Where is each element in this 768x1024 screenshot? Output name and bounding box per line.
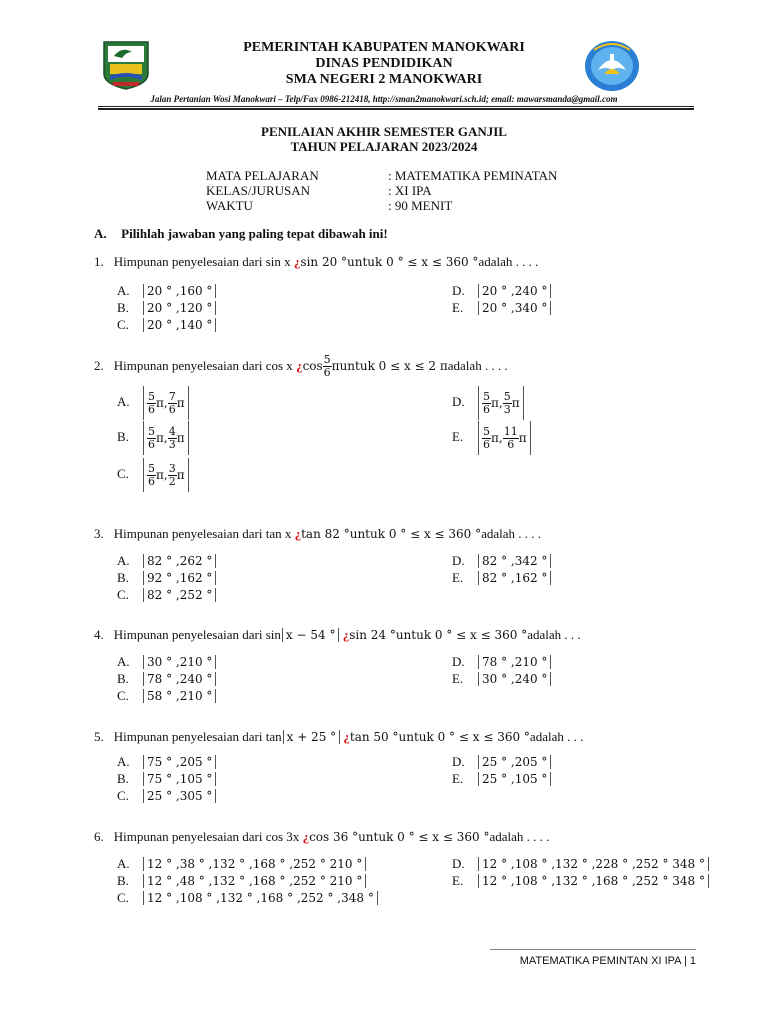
answer-option — [117, 384, 189, 420]
question-number: 5. — [94, 729, 104, 744]
header-divider-thick — [98, 108, 694, 110]
option-label: D. — [452, 394, 465, 409]
equation-rhs: sin 24 ° — [349, 628, 396, 642]
fraction-numerator: 5 — [148, 389, 155, 403]
section-letter: A. — [94, 226, 107, 241]
exam-meta-key: MATA PELAJARAN — [206, 168, 319, 183]
fraction-denominator: 3 — [168, 437, 176, 451]
question-suffix: adalah . . . . — [481, 526, 542, 541]
option-label: E. — [452, 873, 464, 888]
domain-condition: untuk 0 ° ≤ x ≤ 360 ° — [395, 628, 528, 642]
option-value: $\frac{5}{6}$ π , $\frac{3}{2}$ π — [143, 458, 189, 492]
function-argument: x + 25 ° — [283, 730, 341, 744]
option-label: B. — [117, 570, 129, 585]
fraction — [168, 463, 177, 488]
inverted-question-glyph: ¿ — [342, 627, 350, 642]
answer-option — [117, 687, 216, 705]
fraction — [323, 354, 332, 379]
fraction-numerator: 5 — [323, 353, 331, 366]
option-value: 92 ° ,162 ° — [143, 571, 216, 585]
fraction-denominator: 2 — [168, 474, 176, 488]
answer-option — [117, 569, 216, 587]
inverted-question-glyph: ¿ — [302, 829, 310, 844]
answer-option — [117, 653, 216, 671]
option-value: 78 ° ,240 ° — [143, 672, 216, 686]
question-number: 3. — [94, 526, 104, 541]
option-label: E. — [452, 671, 464, 686]
fraction — [147, 391, 156, 416]
domain-condition: untuk 0 ° ≤ x ≤ 360 ° — [358, 830, 490, 844]
option-label: B. — [117, 429, 129, 444]
option-label: E. — [452, 300, 464, 315]
option-value: 78 ° ,210 ° — [478, 655, 551, 669]
option-label: C. — [117, 466, 129, 481]
question-stem — [94, 526, 541, 542]
answer-option — [452, 419, 531, 455]
option-value: 30 ° ,210 ° — [143, 655, 216, 669]
option-value: $\frac{5}{6}$ π , $\frac{11}{6}$ π — [478, 421, 531, 455]
question-text: Himpunan penyelesaian dari cos x — [113, 358, 293, 373]
answer-option — [117, 456, 189, 492]
option-label: E. — [452, 771, 464, 786]
option-label: C. — [117, 890, 129, 905]
domain-condition: untuk 0 ° ≤ x ≤ 360 ° — [398, 730, 530, 744]
option-value: 30 ° ,240 ° — [478, 672, 551, 686]
footer-separator: | — [683, 955, 687, 967]
question-text: Himpunan penyelesaian dari tan x — [113, 526, 292, 541]
fraction-numerator: 5 — [503, 389, 511, 403]
inverted-question-glyph: ¿ — [296, 358, 303, 373]
question-number: 6. — [94, 829, 104, 844]
inverted-question-glyph: ¿ — [343, 729, 350, 744]
option-value: 20 ° ,340 ° — [478, 301, 551, 315]
option-value: 75 ° ,105 ° — [143, 772, 216, 786]
option-value: 20 ° ,160 ° — [143, 284, 216, 298]
exam-meta-value: : XI IPA — [388, 183, 432, 198]
question-number: 1. — [94, 254, 104, 269]
pi-symbol: π — [156, 396, 164, 411]
question-suffix: adalah . . . . — [447, 358, 508, 373]
letterhead-address: Jalan Pertanian Wosi Manokwari – Telp/Fax 0986-212418, http://sman2manokwari.sch.id; email: mawarsmanda@gmail.com — [150, 94, 618, 104]
fraction-denominator: 6 — [168, 402, 176, 416]
domain-condition: untuk 0 ° ≤ x ≤ 360 ° — [347, 255, 479, 269]
rhs-function: cos — [302, 359, 323, 373]
domain-condition: untuk 0 ≤ x ≤ 2 π — [339, 359, 448, 373]
letterhead-government: PEMERINTAH KABUPATEN MANOKWARI — [243, 40, 525, 55]
pi-symbol: π — [491, 396, 499, 411]
exam-meta-row — [206, 198, 557, 213]
answer-option — [117, 787, 216, 805]
question-suffix: adalah . . . . — [478, 254, 539, 269]
answer-option — [452, 552, 551, 570]
option-label: E. — [452, 429, 464, 444]
answer-option — [117, 753, 216, 771]
letterhead-department: DINAS PENDIDIKAN — [315, 56, 453, 71]
exam-year: TAHUN PELAJARAN 2023/2024 — [290, 139, 478, 154]
question-stem — [94, 729, 583, 745]
page-footer — [520, 955, 696, 967]
option-value: 12 ° ,48 ° ,132 ° ,168 ° ,252 ° 210 ° — [143, 874, 366, 888]
option-value: 58 ° ,210 ° — [143, 689, 216, 703]
option-label: D. — [452, 654, 465, 669]
question-text: Himpunan penyelesaian dari sin — [113, 627, 281, 642]
fraction — [147, 463, 156, 488]
pi-symbol: π — [176, 396, 185, 411]
question-text: Himpunan penyelesaian dari sin x — [113, 254, 291, 269]
option-label: B. — [117, 300, 129, 315]
fraction-numerator: 4 — [168, 424, 176, 438]
option-value: 12 ° ,108 ° ,132 ° ,228 ° ,252 ° 348 ° — [478, 857, 709, 871]
domain-condition: untuk 0 ° ≤ x ≤ 360 ° — [349, 527, 482, 541]
option-value: 20 ° ,240 ° — [478, 284, 551, 298]
fraction-denominator: 6 — [483, 402, 490, 416]
option-value: 25 ° ,305 ° — [143, 789, 216, 803]
fraction-denominator: 6 — [148, 474, 155, 488]
option-label: B. — [117, 671, 129, 686]
answer-option — [452, 770, 551, 788]
equation-rhs: tan 82 ° — [301, 527, 350, 541]
option-value: 20 ° ,140 ° — [143, 318, 216, 332]
fraction-numerator: 5 — [483, 424, 490, 438]
option-value: $\frac{5}{6}$ π , $\frac{4}{3}$ π — [143, 421, 189, 455]
answer-option — [117, 670, 216, 688]
fraction-denominator: 6 — [507, 437, 515, 451]
fraction-numerator: 5 — [483, 389, 490, 403]
exam-meta-key: KELAS/JURUSAN — [206, 183, 311, 198]
letterhead-school: SMA NEGERI 2 MANOKWARI — [285, 72, 483, 87]
pi-symbol: π — [156, 468, 164, 483]
answer-option — [117, 419, 189, 455]
answer-option — [452, 299, 551, 317]
answer-option — [452, 753, 551, 771]
fraction — [168, 391, 177, 416]
option-value: 82 ° ,342 ° — [478, 554, 551, 568]
fraction — [503, 426, 519, 451]
option-label: C. — [117, 788, 129, 803]
answer-option — [117, 552, 216, 570]
question-stem — [94, 354, 508, 379]
question-number: 4. — [94, 627, 104, 642]
footer-divider — [490, 949, 696, 950]
exam-title: PENILAIAN AKHIR SEMESTER GANJIL — [261, 124, 507, 139]
option-label: D. — [452, 283, 465, 298]
option-label: D. — [452, 856, 465, 871]
pi-symbol: π — [156, 431, 164, 446]
fraction-numerator: 5 — [148, 424, 155, 438]
answer-option — [117, 770, 216, 788]
fraction — [147, 426, 156, 451]
pi-symbol: π — [518, 431, 527, 446]
fraction-numerator: 3 — [168, 461, 176, 475]
option-value: $\frac{5}{6}$ π , $\frac{7}{6}$ π — [143, 386, 189, 420]
section-instruction: Pilihlah jawaban yang paling tepat dibawah ini! — [121, 226, 388, 241]
question-suffix: adalah . . . — [529, 729, 584, 744]
page-number: 1 — [689, 955, 696, 967]
option-value: 20 ° ,120 ° — [143, 301, 216, 315]
option-value: 25 ° ,205 ° — [478, 755, 551, 769]
equation-rhs: tan 50 ° — [349, 730, 399, 744]
equation-rhs: cos 36 ° — [309, 830, 359, 844]
option-value: 25 ° ,105 ° — [478, 772, 551, 786]
fraction-numerator: 7 — [168, 389, 176, 403]
exam-meta-key: WAKTU — [206, 198, 253, 213]
answer-option — [452, 872, 709, 890]
equation-rhs — [302, 353, 340, 379]
fraction — [482, 391, 491, 416]
option-label: C. — [117, 688, 129, 703]
question-text: Himpunan penyelesaian dari tan — [113, 729, 282, 744]
pi-symbol: π — [331, 359, 340, 373]
section-heading — [94, 226, 388, 242]
inverted-question-glyph: ¿ — [293, 254, 301, 269]
option-label: A. — [117, 553, 130, 568]
answer-option — [117, 316, 216, 334]
answer-option — [117, 855, 366, 873]
fraction — [482, 426, 491, 451]
option-value: 75 ° ,205 ° — [143, 755, 216, 769]
option-value: $\frac{5}{6}$ π , $\frac{5}{3}$ π — [478, 386, 524, 420]
answer-option — [452, 569, 551, 587]
exam-meta — [206, 168, 557, 213]
answer-option — [117, 282, 216, 300]
option-label: A. — [117, 283, 130, 298]
regency-logo — [102, 40, 150, 90]
option-label: B. — [117, 873, 129, 888]
option-label: E. — [452, 570, 464, 585]
answer-option — [452, 384, 524, 420]
footer-text: MATEMATIKA PEMINTAN XI IPA — [519, 955, 681, 967]
option-label: A. — [117, 654, 130, 669]
fraction-denominator: 3 — [503, 402, 511, 416]
equation-rhs: sin 20 ° — [300, 255, 348, 269]
fraction-numerator: 5 — [148, 461, 155, 475]
question-stem — [94, 254, 538, 270]
option-label: B. — [117, 771, 129, 786]
answer-option — [117, 299, 216, 317]
option-label: D. — [452, 553, 465, 568]
answer-option — [117, 889, 378, 907]
option-label: A. — [117, 856, 130, 871]
fraction-numerator: 11 — [503, 424, 518, 438]
option-label: A. — [117, 754, 130, 769]
option-value: 82 ° ,262 ° — [143, 554, 216, 568]
option-value: 12 ° ,108 ° ,132 ° ,168 ° ,252 ° 348 ° — [478, 874, 709, 888]
exam-meta-row — [206, 183, 557, 198]
question-stem — [94, 829, 549, 845]
question-stem — [94, 627, 581, 643]
question-suffix: adalah . . . — [527, 627, 581, 642]
answer-option — [452, 670, 551, 688]
inverted-question-glyph: ¿ — [294, 526, 302, 541]
option-value: 12 ° ,38 ° ,132 ° ,168 ° ,252 ° 210 ° — [143, 857, 366, 871]
question-number: 2. — [94, 358, 104, 373]
pi-symbol: π — [176, 431, 185, 446]
option-label: C. — [117, 317, 129, 332]
answer-option — [452, 282, 551, 300]
option-value: 12 ° ,108 ° ,132 ° ,168 ° ,252 ° ,348 ° — [143, 891, 378, 905]
fraction-denominator: 6 — [323, 366, 331, 379]
answer-option — [117, 586, 216, 604]
fraction — [168, 426, 177, 451]
answer-option — [452, 855, 709, 873]
exam-meta-value: : 90 MENIT — [388, 198, 453, 213]
header-divider-thin — [98, 106, 694, 107]
option-value: 82 ° ,162 ° — [478, 571, 551, 585]
answer-option — [117, 872, 366, 890]
question-text: Himpunan penyelesaian dari cos 3x — [113, 829, 300, 844]
fraction-denominator: 6 — [148, 402, 155, 416]
pi-symbol: π — [491, 431, 499, 446]
option-value: 82 ° ,252 ° — [143, 588, 216, 602]
function-argument: x − 54 ° — [282, 628, 340, 642]
pi-symbol: π — [176, 468, 185, 483]
exam-meta-value: : MATEMATIKA PEMINATAN — [388, 168, 558, 183]
option-label: A. — [117, 394, 130, 409]
answer-option — [452, 653, 551, 671]
fraction — [503, 391, 512, 416]
exam-meta-row — [206, 168, 557, 183]
fraction-denominator: 6 — [483, 437, 490, 451]
option-label: D. — [452, 754, 465, 769]
option-label: C. — [117, 587, 129, 602]
fraction-denominator: 6 — [148, 437, 155, 451]
pi-symbol: π — [511, 396, 520, 411]
question-suffix: adalah . . . . — [489, 829, 550, 844]
